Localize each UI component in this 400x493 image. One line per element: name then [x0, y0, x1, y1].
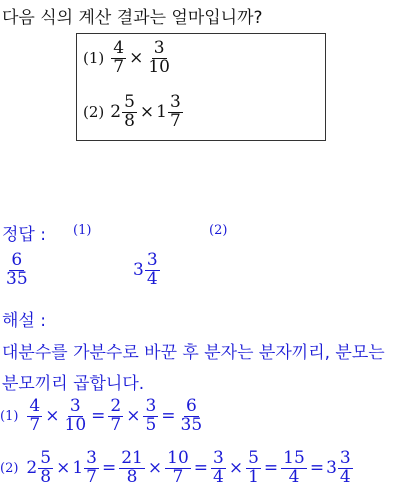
fraction	[338, 450, 353, 487]
fraction	[27, 398, 42, 435]
fraction	[211, 450, 226, 487]
problem-1-fraction-b	[146, 40, 172, 77]
fraction	[246, 450, 261, 487]
denominator: 7	[86, 466, 97, 487]
denominator: 7	[172, 466, 184, 487]
equals-sign: =	[309, 458, 325, 479]
numerator: 3	[69, 396, 81, 416]
problem-2-fraction-a	[122, 94, 137, 131]
numerator: 3	[169, 92, 181, 112]
problem-2-label: (2)	[83, 103, 105, 122]
numerator: 3	[146, 250, 158, 270]
numerator: 15	[283, 448, 305, 468]
fraction	[143, 398, 158, 435]
numerator: 5	[124, 92, 135, 112]
explanation-line-2: 분모끼리 곱합니다.	[2, 374, 145, 394]
denominator: 4	[288, 466, 300, 487]
numerator: 4	[29, 396, 41, 416]
numerator: 21	[121, 448, 143, 468]
times-sign: ×	[45, 406, 60, 427]
mixed-whole: 3	[326, 458, 337, 479]
explanation-line-1: 대분수를 가분수로 바꾼 후 분자는 분자끼리, 분모는	[2, 343, 385, 363]
denominator: 1	[248, 466, 259, 487]
denominator: 4	[213, 466, 224, 487]
mixed-whole: 3	[133, 260, 144, 281]
fraction	[179, 398, 205, 435]
numerator: 3	[86, 448, 97, 468]
denominator: 7	[113, 56, 125, 77]
numerator: 3	[339, 448, 351, 468]
numerator: 6	[185, 396, 197, 416]
problem-1-fraction-a	[111, 40, 126, 77]
denominator: 8	[124, 110, 135, 131]
mixed-whole: 2	[26, 458, 38, 479]
denominator: 7	[110, 414, 122, 435]
solution-2-label: (2)	[0, 460, 19, 476]
numerator: 5	[248, 448, 259, 468]
equals-sign: =	[91, 406, 106, 427]
equals-sign: =	[263, 458, 279, 479]
mixed-whole: 1	[72, 458, 84, 479]
equals-sign: =	[161, 406, 176, 427]
answer-label-1: (1)	[73, 223, 92, 238]
times-sign: ×	[147, 458, 163, 479]
fraction	[63, 398, 89, 435]
times-sign: ×	[228, 458, 244, 479]
denominator: 7	[169, 110, 181, 131]
denominator: 35	[6, 268, 28, 289]
denominator: 8	[126, 466, 138, 487]
denominator: 5	[145, 414, 157, 435]
fraction	[281, 450, 307, 487]
denominator: 35	[180, 414, 203, 435]
problem-2	[83, 94, 184, 131]
denominator: 10	[64, 414, 87, 435]
answer-1-fraction	[4, 252, 30, 289]
equals-sign: =	[193, 458, 209, 479]
explanation-title: 해설 :	[2, 311, 46, 331]
numerator: 3	[145, 396, 157, 416]
mixed-whole: 1	[156, 102, 167, 123]
numerator: 4	[113, 38, 125, 58]
times-sign: ×	[139, 102, 155, 123]
problem-1-label: (1)	[83, 49, 105, 68]
denominator: 4	[339, 466, 351, 487]
times-sign: ×	[129, 48, 144, 69]
denominator: 7	[29, 414, 41, 435]
numerator: 5	[40, 448, 52, 468]
mixed-whole: 2	[110, 102, 122, 123]
denominator: 8	[40, 466, 52, 487]
numerator: 10	[167, 448, 189, 468]
solution-1-label: (1)	[0, 408, 19, 424]
times-sign: ×	[126, 406, 141, 427]
question-text: 다음 식의 계산 결과는 얼마입니까?	[2, 8, 263, 28]
numerator: 6	[11, 250, 23, 270]
fraction	[119, 450, 145, 487]
answer-label-2: (2)	[209, 223, 228, 238]
problem-1	[83, 40, 173, 77]
solution-2	[0, 450, 354, 487]
fraction	[108, 398, 123, 435]
numerator: 3	[153, 38, 165, 58]
numerator: 3	[213, 448, 224, 468]
answer-2-fraction	[145, 252, 160, 289]
times-sign: ×	[56, 458, 71, 479]
fraction	[165, 450, 191, 487]
equals-sign: =	[101, 458, 117, 479]
denominator: 10	[148, 56, 170, 77]
problem-2-fraction-b	[168, 94, 183, 131]
fraction	[38, 450, 53, 487]
problem-box	[76, 33, 326, 141]
answer-1	[3, 252, 31, 289]
fraction	[84, 450, 99, 487]
denominator: 4	[146, 268, 158, 289]
solution-1	[0, 398, 205, 435]
numerator: 2	[110, 396, 122, 416]
answer-title: 정답 :	[2, 225, 46, 245]
answer-2	[133, 252, 161, 289]
